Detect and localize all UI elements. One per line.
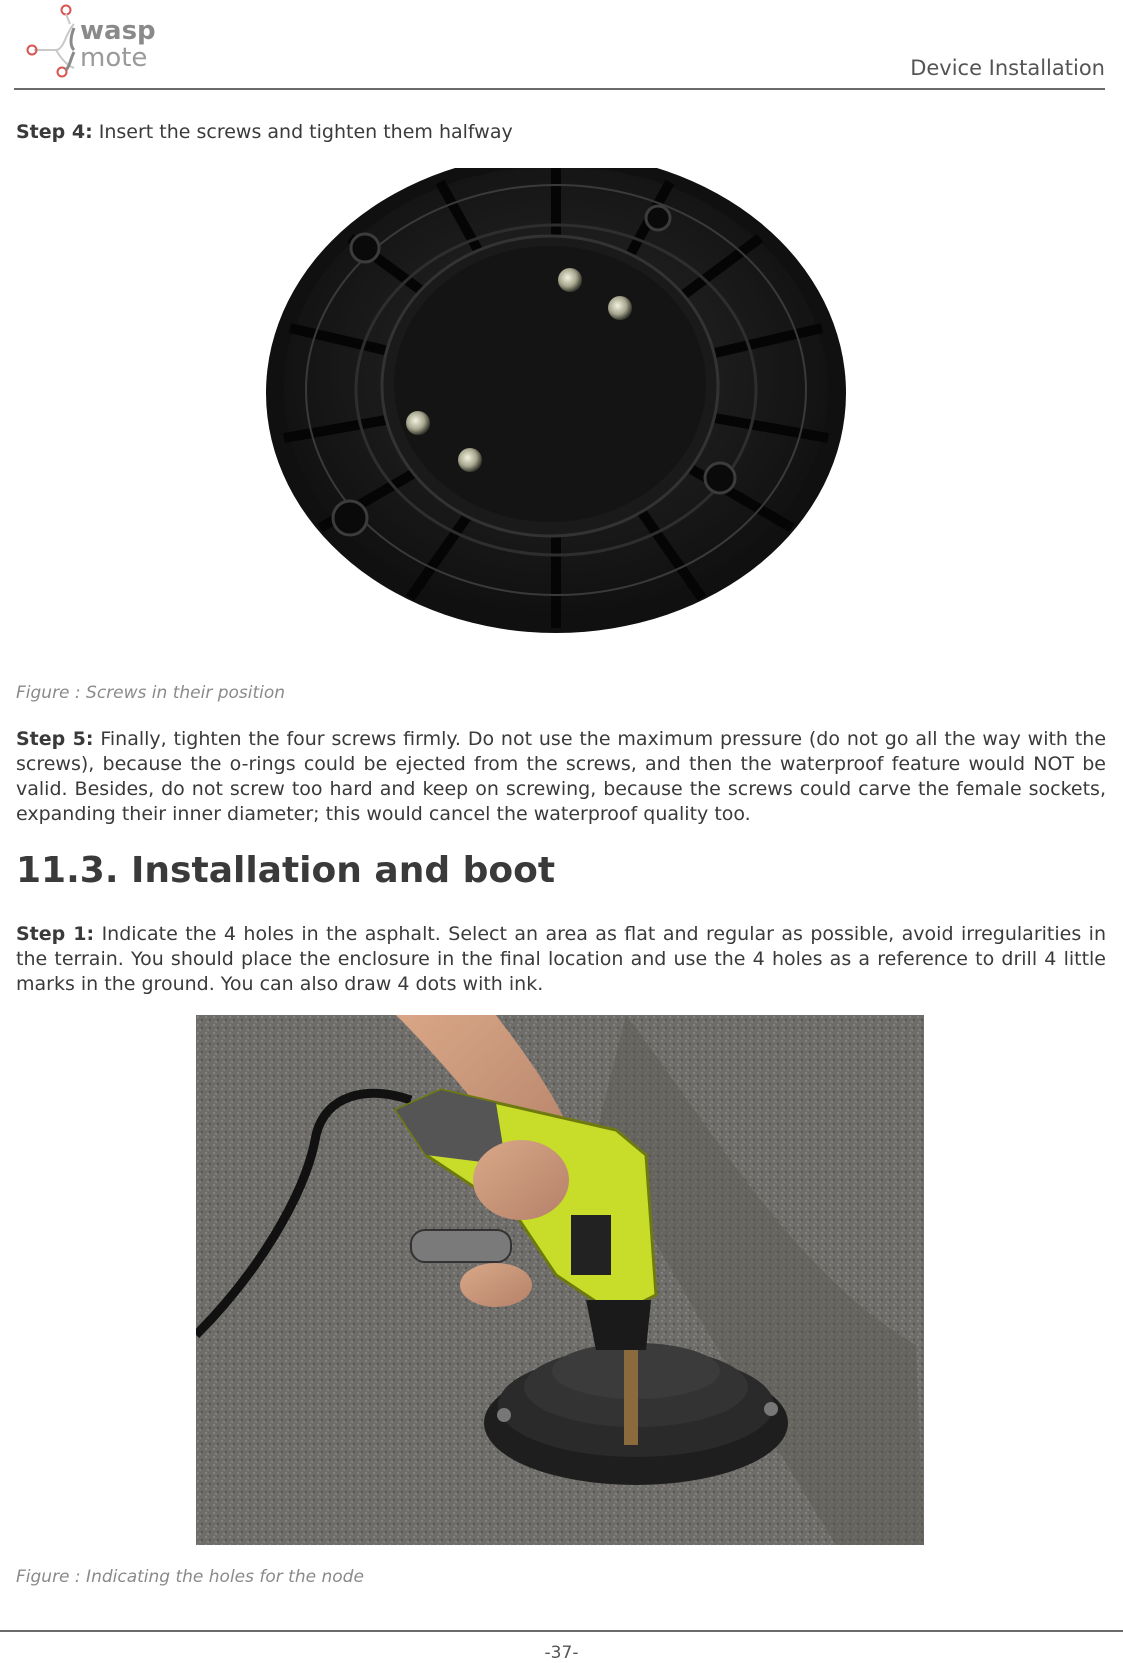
step-1-text: Indicate the 4 holes in the asphalt. Select an area as flat and regular as possible, avoid irregularities in the terrain. You should place the enclosure in the final location and use the 4 holes as a reference to drill 4 little marks in the ground. You can also draw 4 dots with ink.	[16, 923, 1106, 995]
step-1-label: Step 1:	[16, 923, 95, 945]
figure-2-caption: Figure : Indicating the holes for the node	[16, 1567, 364, 1587]
step-4-label: Step 4:	[16, 121, 93, 143]
logo-text-top: wasp	[80, 16, 156, 46]
drilling-figure-image	[196, 1015, 924, 1545]
waspmote-logo	[14, 2, 184, 82]
page-header	[0, 0, 1123, 90]
step-5-text: Finally, tighten the four screws firmly. Do not use the maximum pressure (do not go all the way with the screws), because the o-rings could be ejected from the screws, and then the waterproof feature would NOT be valid. Besides, do not screw too hard and keep on screwing, because the screws could carve the female sockets, expanding their inner diameter; this would cancel the waterproof quality too.	[16, 728, 1107, 825]
logo-text-bottom: mote	[80, 43, 148, 73]
page-number: -37-	[544, 1643, 579, 1663]
step-1-paragraph	[16, 922, 1106, 997]
step-4-text: Insert the screws and tighten them halfway	[98, 121, 513, 143]
screws-figure-image	[260, 168, 850, 658]
step-5-paragraph	[16, 727, 1106, 827]
step-4-paragraph	[16, 120, 1106, 145]
section-title: Device Installation	[910, 56, 1105, 80]
footer-divider	[0, 1630, 1123, 1632]
header-divider	[14, 88, 1105, 90]
figure-1-caption: Figure : Screws in their position	[16, 683, 286, 703]
step-5-label: Step 5:	[16, 728, 94, 750]
section-heading: 11.3. Installation and boot	[16, 850, 556, 891]
